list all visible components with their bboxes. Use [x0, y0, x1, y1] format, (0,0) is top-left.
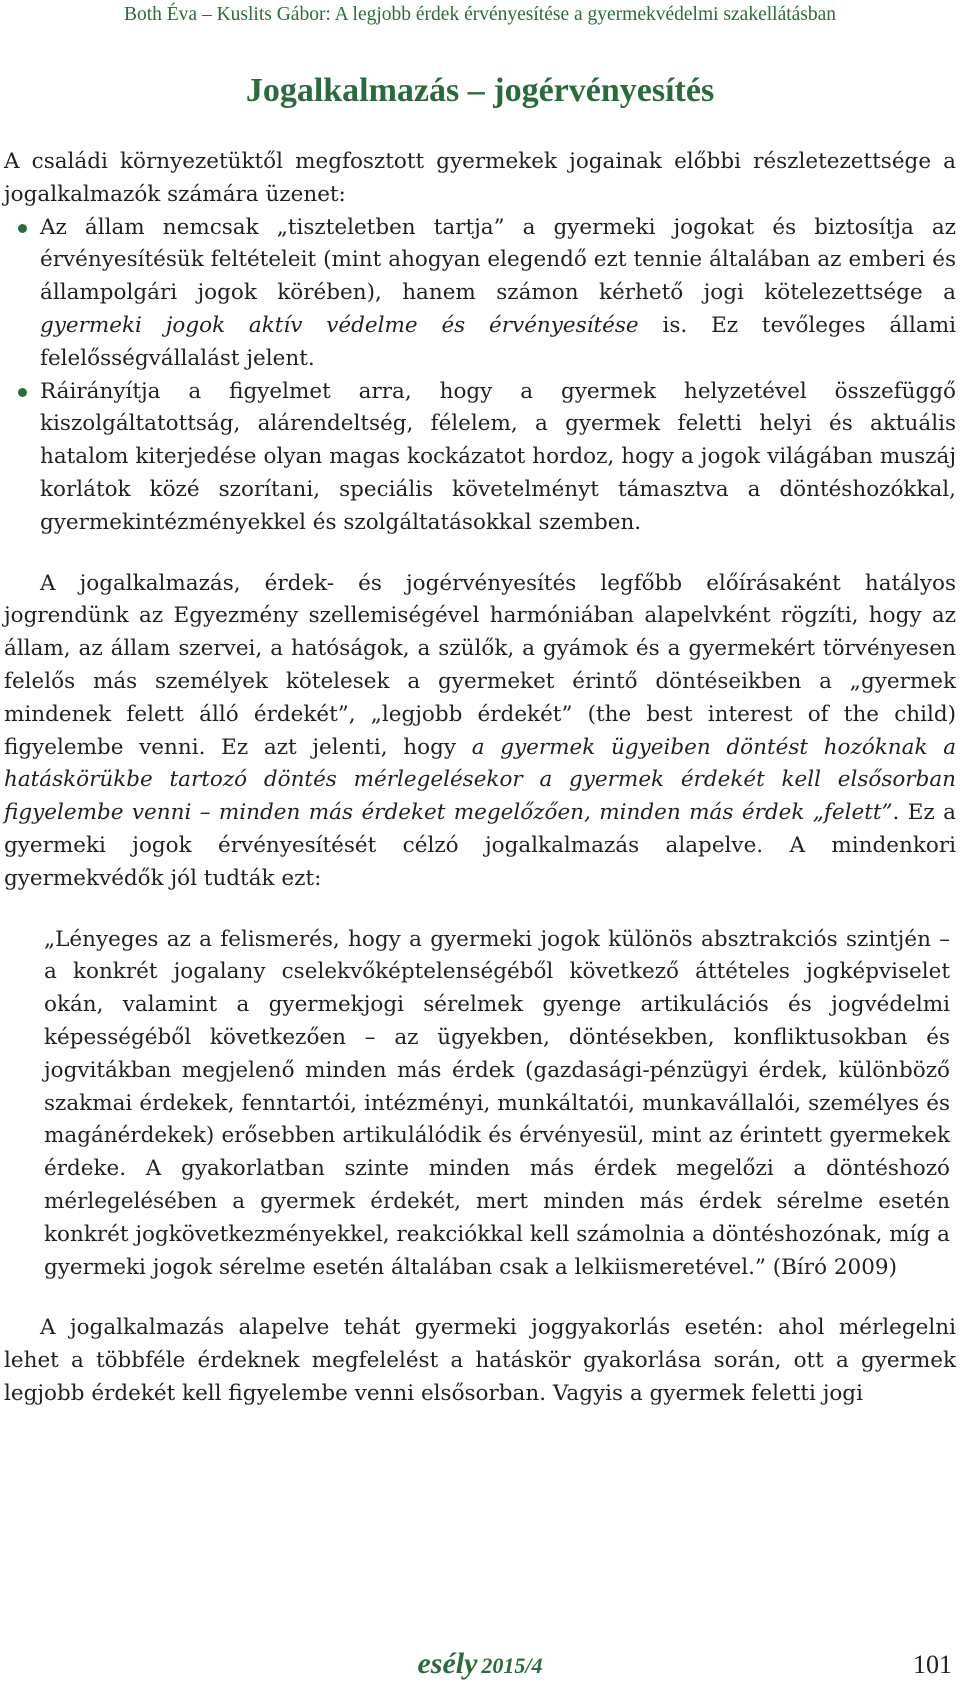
article-body	[4, 146, 956, 1411]
issue-number: 2015/4	[481, 1653, 543, 1678]
bullet-text-2: Ráirányítja a figyelmet arra, hogy a gyermek helyzetével összefüggő kiszolgáltatottság, alárendeltség, félelem, a gyermek feletti helyi és aktuális hatalom kiterjedése olyan magas kockázatot hordoz, hogy a jogok világában muszáj korlátok közé szorítani, speciális követelményt támasztva a döntéshozókkal, gyermekintézményekkel és szolgáltatásokkal szemben.	[40, 378, 956, 535]
body-paragraph-2	[4, 568, 956, 896]
page-number: 101	[913, 1650, 952, 1679]
list-item	[4, 212, 956, 376]
bullet-list	[4, 212, 956, 540]
intro-paragraph: A családi környezetüktől megfosztott gyermekek jogainak előbbi részletezettsége a jogalkalmazók számára üzenet:	[4, 149, 956, 207]
block-quote: „Lényeges az a felismerés, hogy a gyermeki jogok különös absztrakciós szintjén – a konkrét jogalany cselekvőképtelenségéből következő áttételes jogképviselet okán, valamint a gyermekjogi sérelmek gyenge artikulációs és jogvédelmi képességéből következően – az ügyekben, döntésekben, konfliktusokban és jogvitákban megjelenő minden más érdek (gazdasági-pénzügyi érdek, különböző szakmai érdekek, fenntartói, intézményi, munkáltatói, munkavállalói, személyes és magánérdekek) erősebben artikulálódik és érvényesül, mint az érintett gyermekek érdeke. A gyakorlatban szinte minden más érdek megelőzi a döntéshozó mérlegelésében a gyermek érdekét, mert minden más érdek sérelme esetén konkrét jogkövetkezményekkel, reakciókkal kell számolnia a döntéshozónak, míg a gyermeki jogok sérelme esetén általában csak a lelkiismeretével.” (Bíró 2009)	[44, 926, 950, 1280]
para2-text-b: . Ez a gyermeki jogok érvényesítését célzó jogalkalmazás alapelve. A mindenkori gyermekvédők jól tudták ezt:	[4, 800, 956, 891]
magazine-name: esély	[417, 1647, 478, 1680]
bullet-icon	[18, 388, 27, 397]
bullet-text-1a: Az állam nemcsak „tiszteletben tartja” a gyermeki jogokat és biztosítja az érvényesítésük feltételeit (mint ahogyan elegendő ezt tennie általában az emberi és állampolgári jogok körében), hanem számon kérhető jogi kötelezettsége a	[40, 214, 956, 306]
bullet-emphasis: gyermeki jogok aktív védelme és érvényesítése	[40, 312, 639, 338]
magazine-footer	[0, 1647, 960, 1681]
list-item	[4, 376, 956, 540]
body-paragraph-3: A jogalkalmazás alapelve tehát gyermeki joggyakorlás esetén: ahol mérlegelni lehet a többféle érdeknek megfelelést a hatáskör gyakorlása során, ott a gyermek legjobb érdekét kell figyelembe venni elsősorban. Vagyis a gyermek feletti jogi	[4, 1315, 956, 1406]
bullet-text-1b: is. Ez tevőleges állami felelősségvállalást jelent.	[40, 312, 956, 371]
running-head: Both Éva – Kuslits Gábor: A legjobb érdek érvényesítése a gyermekvédelmi szakellátásban	[123, 4, 837, 25]
para2-text-a: A jogalkalmazás, érdek- és jogérvényesítés legfőbb előírásaként hatályos jogrendünk az Egyezmény szellemiségével harmóniában alapelvként rögzíti, hogy az állam, az állam szervei, a hatóságok, a szülők, a gyámok és a gyermekért törvényesen felelős más személyek kötelesek a gyermeket érintő döntéseikben a „gyermek mindenek felett álló érdekét”, „legjobb érdekét” (the best interest of the child) figyelembe venni. Ez azt jelenti, hogy	[4, 570, 956, 760]
section-title: Jogalkalmazás – jogérvényesítés	[245, 72, 715, 109]
para2-emphasis: a gyermek ügyeiben döntést hozóknak a hatáskörükbe tartozó döntés mérlegelésekor a gyermek érdekét kell elsősorban figyelembe venni – minden más érdeket megelőzően, minden más érdek „felett”	[4, 734, 957, 826]
bullet-icon	[18, 224, 27, 233]
